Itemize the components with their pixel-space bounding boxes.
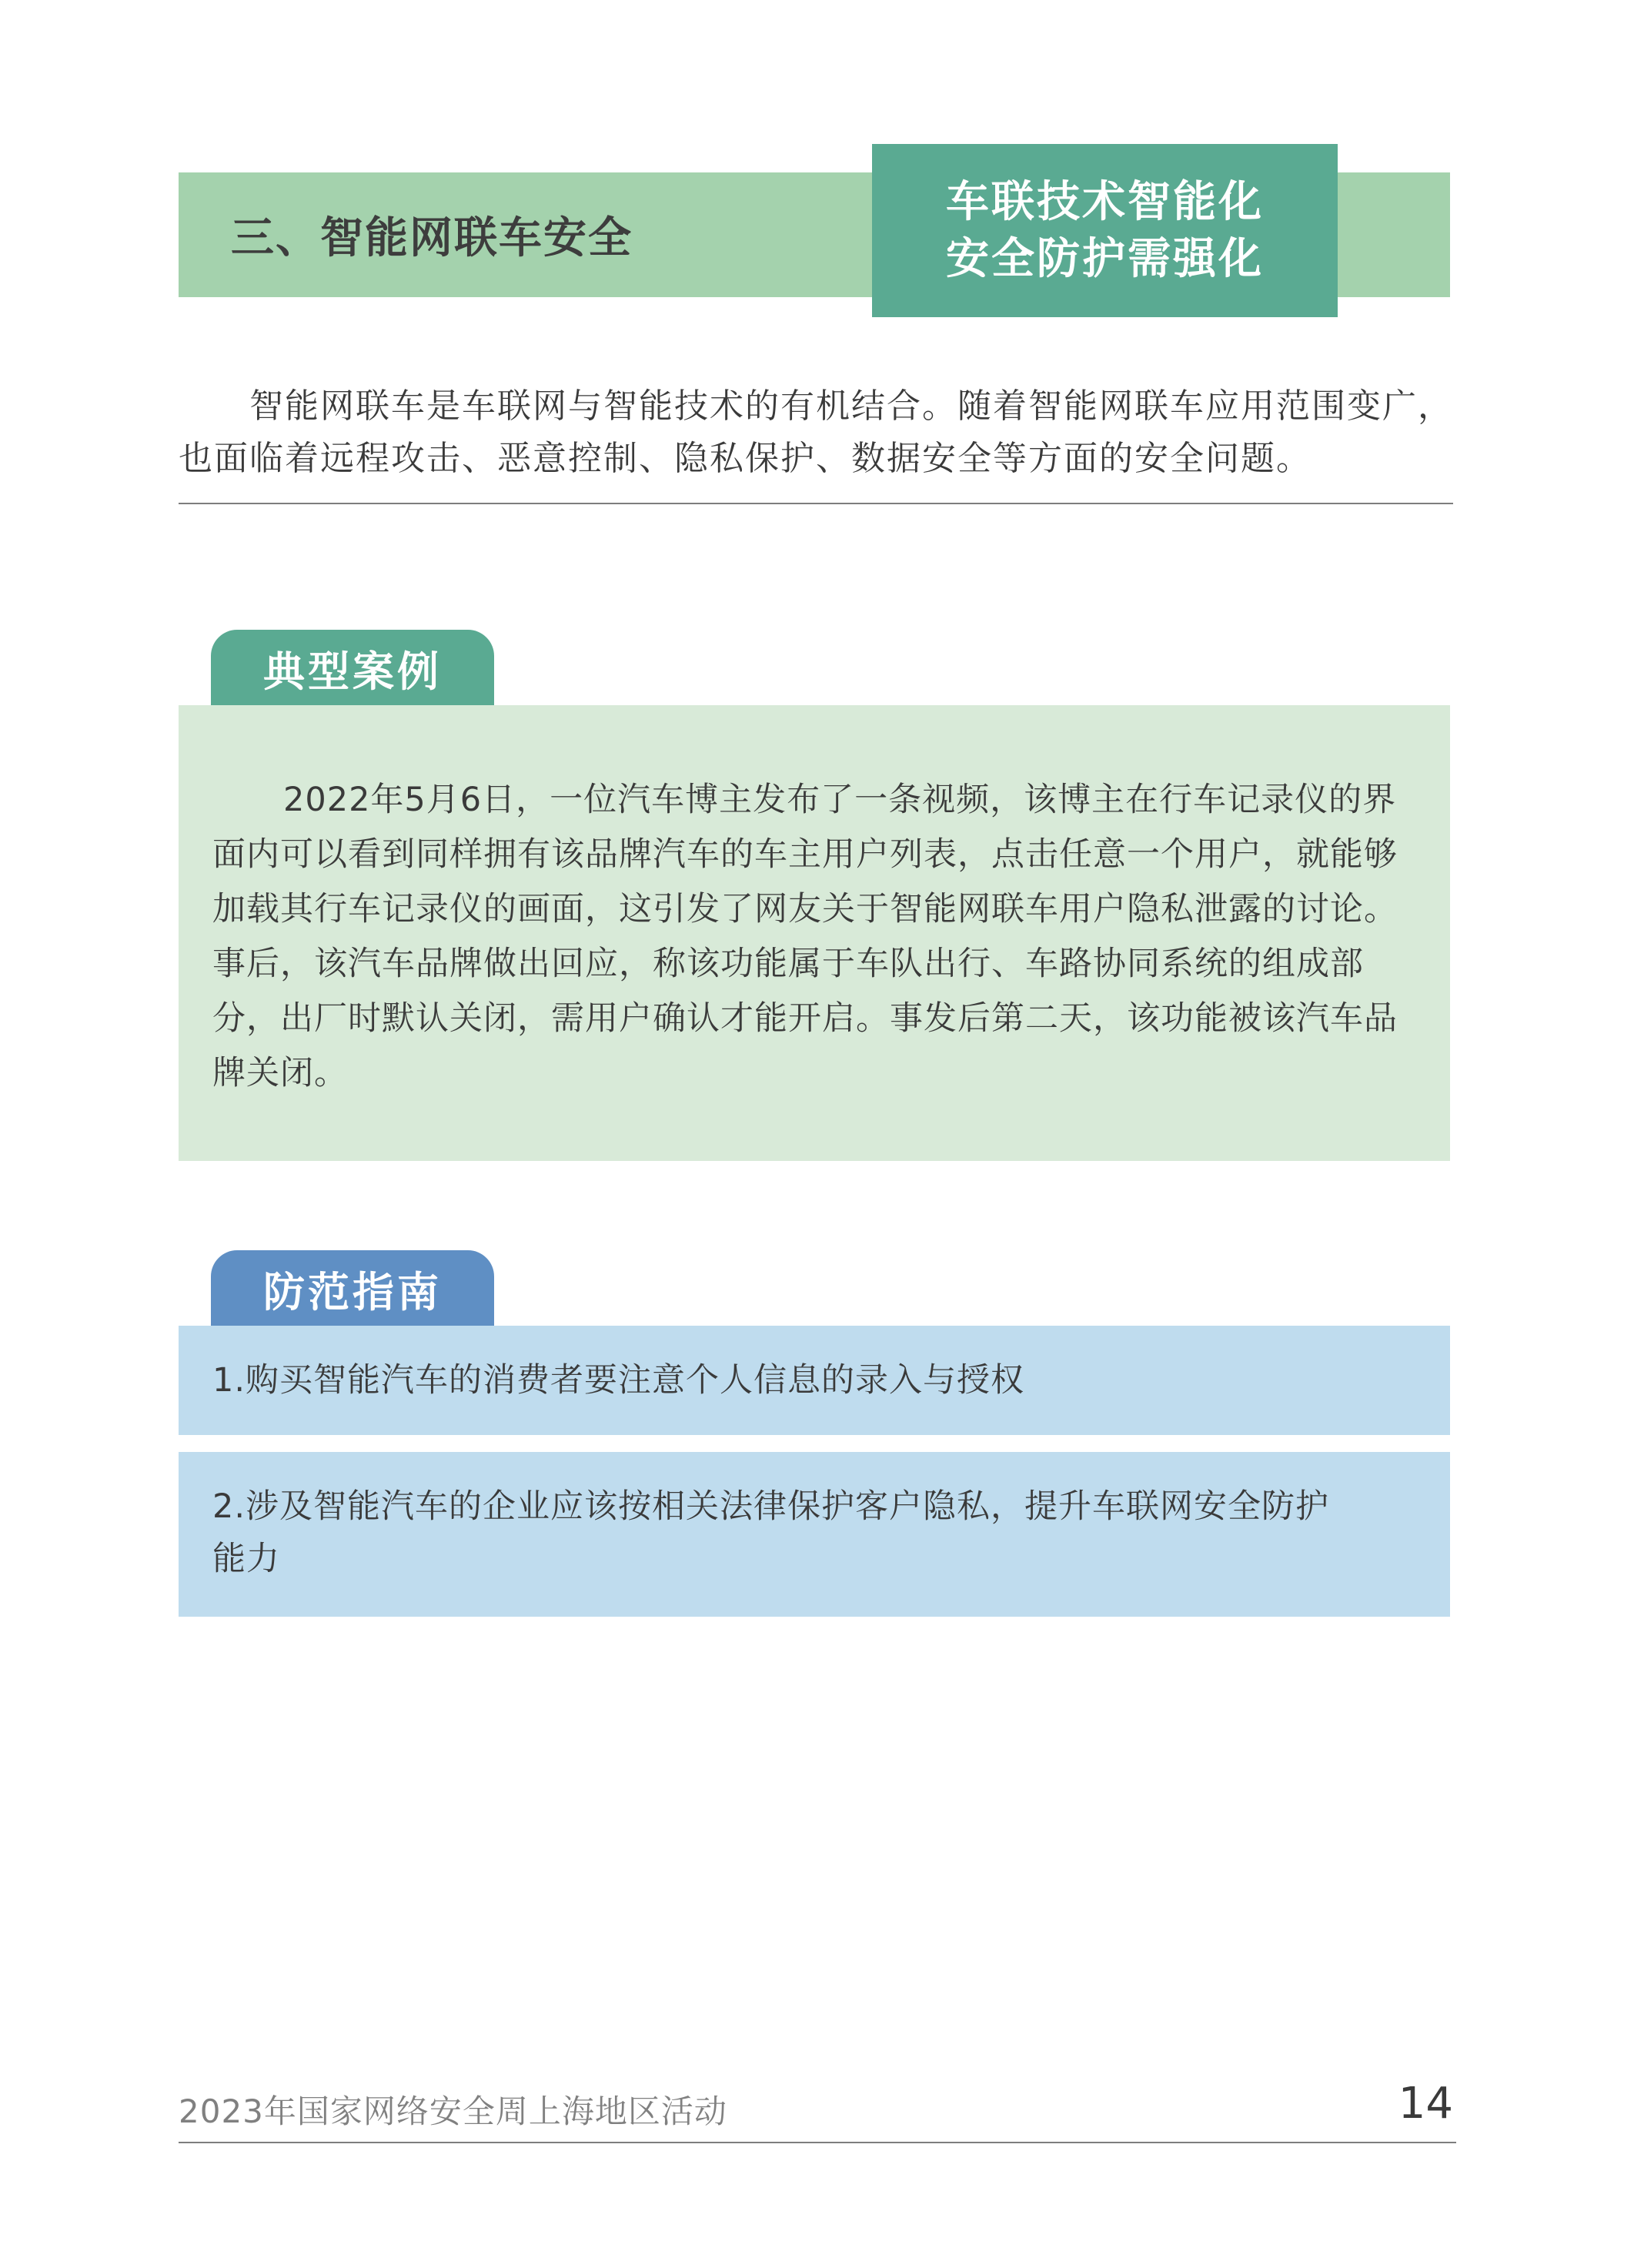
intro-paragraph: 智能网联车是车联网与智能技术的有机结合。随着智能网联车应用范围变广，也面临着远程攻击、恶意控制、隐私保护、数据安全等方面的安全问题。 (179, 386, 1453, 478)
section-title: 三、智能网联车安全 (231, 213, 633, 263)
guide-item (179, 1452, 1450, 1617)
case-paragraph: 2022年5月6日，一位汽车博主发布了一条视频，该博主在行车记录仪的界面内可以看到同样拥有该品牌汽车的车主用户列表，点击任意一个用户，就能够加载其行车记录仪的画面，这引发了网友关于智能网联车用户隐私泄露的讨论。事后，该汽车品牌做出回应，称该功能属于车队出行、车路协同系统的组成部分，出厂时默认关闭，需用户确认才能开启。事发后第二天，该功能被该汽车品牌关闭。 (212, 781, 1398, 1092)
slogan-box (872, 144, 1338, 317)
footer-divider (179, 2142, 1456, 2143)
intro-divider (179, 503, 1453, 504)
guide-item (179, 1326, 1450, 1435)
slogan-line-1: 车联技术智能化 (946, 176, 1264, 227)
guide-tab: 防范指南 (211, 1250, 494, 1327)
guide-item-text: 2.涉及智能汽车的企业应该按相关法律保护客户隐私，提升车联网安全防护能力 (212, 1487, 1330, 1578)
footer-event-title: 2023年国家网络安全周上海地区活动 (179, 2092, 727, 2130)
guide-item-text: 1.购买智能汽车的消费者要注意个人信息的录入与授权 (212, 1361, 1025, 1400)
case-tab: 典型案例 (211, 630, 494, 707)
page-number: 14 (1398, 2079, 1453, 2129)
slogan-line-2: 安全防护需强化 (946, 233, 1264, 284)
